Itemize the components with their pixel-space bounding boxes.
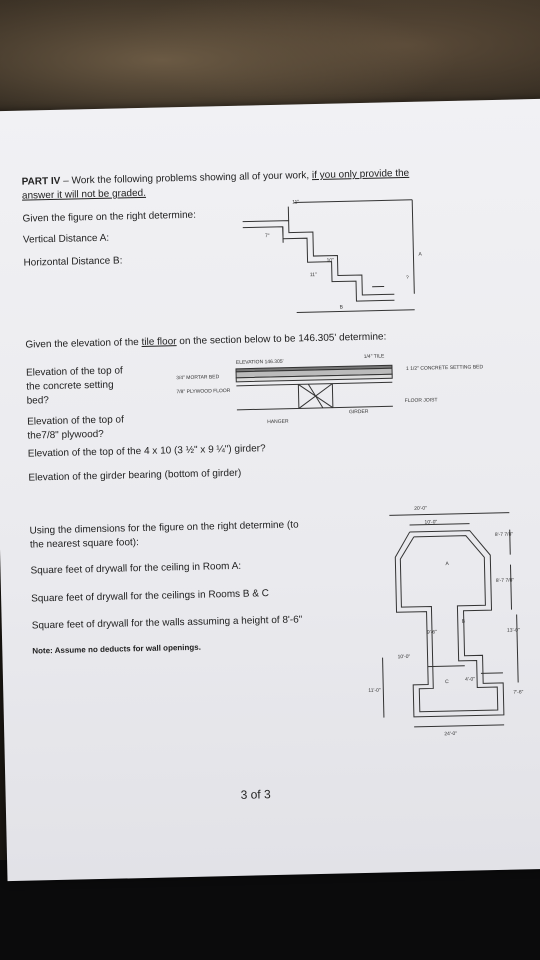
drywall-q1: Square feet of drywall for the ceiling in Room A: xyxy=(30,560,242,577)
floor-q1-line1: Elevation of the top of xyxy=(25,365,123,379)
drywall-intro-line2: the nearest square foot): xyxy=(29,537,139,551)
page-number: 3 of 3 xyxy=(240,787,271,802)
dim-9ft: 9'-6" xyxy=(426,629,438,636)
floor-label-tile: 1/4" TILE xyxy=(363,353,385,360)
stairs-intro: Given the figure on the right determine: xyxy=(22,209,197,225)
drywall-q2: Square feet of drywall for the ceilings in Rooms B & C xyxy=(31,588,270,605)
stairs-question-horizontal: Horizontal Distance B: xyxy=(23,255,123,269)
room-b-label: B xyxy=(461,618,466,625)
dim-11ft: 11'-0" xyxy=(368,687,381,694)
drywall-intro-line1: Using the dimensions for the figure on the right determine (to xyxy=(29,519,299,537)
part4-title-bold: PART IV xyxy=(21,175,61,188)
stairs-dim-tread: 10" xyxy=(326,257,334,264)
floor-label-elevation: ELEVATION 146.305' xyxy=(235,358,284,366)
floor-intro-a: Given the elevation of the xyxy=(25,336,142,351)
stairs-label-b: B xyxy=(339,304,344,311)
floor-intro-b: on the section below to be 146.305' determine: xyxy=(176,331,387,348)
dim-10ft-bottom: 10'-0" xyxy=(397,653,411,661)
stairs-dim-riser: 7" xyxy=(264,233,270,240)
dim-24ft: 24'-0" xyxy=(444,730,458,738)
floor-intro-underlined: tile floor xyxy=(141,336,177,348)
floor-intro xyxy=(25,331,386,350)
floor-label-hanger: HANGER xyxy=(267,418,289,426)
dim-10ft-top: 10'-0" xyxy=(424,519,438,526)
dim-20ft: 20'-0" xyxy=(414,505,428,512)
stairs-question-vertical: Vertical Distance A: xyxy=(22,232,110,246)
floor-label-joist: FLOOR JOIST xyxy=(404,397,438,405)
dim-8ft-lower: 8'-7 7/8" xyxy=(495,577,515,584)
part4-heading-line2: answer it will not be graded. xyxy=(21,187,147,202)
floor-q1-line2: the concrete setting xyxy=(26,379,114,393)
floor-label-concrete: 1 1/2" CONCRETE SETTING BED xyxy=(405,364,484,372)
dim-13ft: 13'-0" xyxy=(506,627,520,634)
part4-heading xyxy=(22,168,410,188)
floor-label-girder: GIRDER xyxy=(348,408,369,416)
room-a-label: A xyxy=(445,561,449,568)
part4-title-underlined: if you only provide the xyxy=(311,167,410,182)
stairs-dim-right: ? xyxy=(405,274,409,281)
floor-label-mortar: 3/4" MORTAR BED xyxy=(176,374,220,382)
stairs-label-a: A xyxy=(418,251,422,258)
stairs-diagram xyxy=(242,189,435,313)
stairs-dim-top: 11" xyxy=(292,199,300,206)
floor-q4: Elevation of the girder bearing (bottom of girder) xyxy=(28,467,242,484)
stairs-dim-bottom: 11" xyxy=(309,271,317,279)
worksheet-page xyxy=(0,99,540,882)
floor-q3: Elevation of the top of the 4 x 10 (3 ½" x 9 ¼") girder? xyxy=(27,443,266,460)
floor-q2-line2: the7/8" plywood? xyxy=(27,428,104,442)
room-c-label: C xyxy=(445,679,449,686)
drywall-note: Note: Assume no deducts for wall openings. xyxy=(32,642,201,656)
dim-8ft-upper: 8'-7 7/8" xyxy=(494,531,514,539)
floor-q2-line1: Elevation of the top of xyxy=(27,414,124,428)
dim-7ft: 7'-6" xyxy=(513,689,524,696)
floor-label-plywood: 7/8" PLYWOOD FLOOR xyxy=(176,387,231,396)
drywall-q3: Square feet of drywall for the walls assuming a height of 8'-6" xyxy=(31,614,303,632)
floor-section-diagram xyxy=(236,360,397,424)
part4-title-rest: – Work the following problems showing all of your work, xyxy=(60,170,313,187)
dim-4ft: 4'-0" xyxy=(465,676,476,683)
floor-q1-line3: bed? xyxy=(26,395,50,407)
